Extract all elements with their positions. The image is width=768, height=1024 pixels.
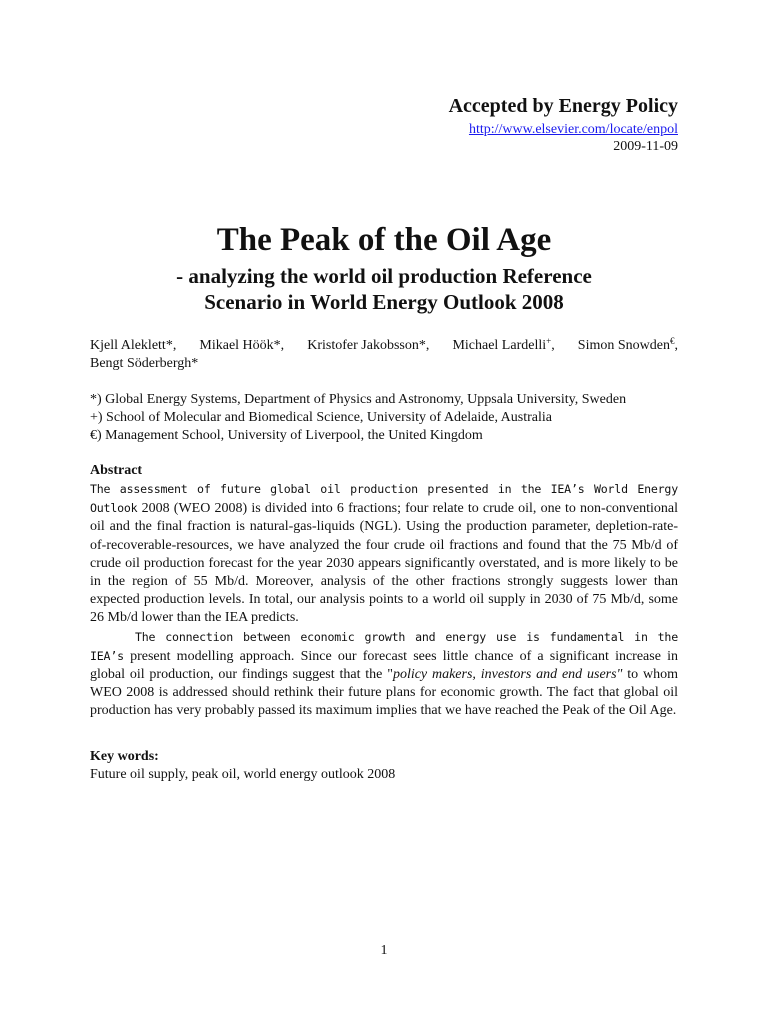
paper-title: The Peak of the Oil Age — [216, 222, 552, 258]
affiliation-liverpool: €) Management School, University of Liverpool, the United Kingdom — [90, 428, 483, 443]
subtitle-line-1: - analyzing the world oil production Reference — [176, 264, 592, 288]
paper-subtitle — [90, 263, 678, 315]
page-number: 1 — [380, 943, 388, 958]
acceptance-date: 2009-11-09 — [613, 139, 678, 154]
paper-page — [90, 0, 678, 1024]
abstract-paragraph-1: The assessment of future global oil production presented in the IEA’s World Energy Outlook 2008 (WEO 2008) is divided into 6 fractions; four relate to crude oil, one to non-conventional oil and the final fraction is natural-gas-liquids (NGL). Using the production parameter, depletion-rate-of-recoverable-resources, we have analyzed the four crude oil fractions and found that the 75 Mb/d of crude oil production forecast for the year 2030 appears significantly overstated, and is more likely to be in the region of 55 Mb/d. Moreover, analysis of the other fractions strongly suggests lower than expected production levels. In total, our analysis points to a world oil supply in 2030 of 75 Mb/d, some 26 Mb/d lower than the IEA predicts. — [90, 482, 678, 626]
subtitle-line-2: Scenario in World Energy Outlook 2008 — [204, 290, 564, 314]
author-3: Kristofer Jakobsson*, — [307, 338, 430, 353]
author-5: Simon Snowden€, — [577, 336, 678, 353]
affiliation-mark: € — [669, 336, 675, 346]
affiliation-uppsala: *) Global Energy Systems, Department of Physics and Astronomy, Uppsala University, Sweden — [90, 392, 627, 407]
author-4: Michael Lardelli+, — [452, 336, 555, 353]
affiliation-list — [90, 391, 678, 445]
affiliation-adelaide: +) School of Molecular and Biomedical Science, University of Adelaide, Australia — [90, 410, 552, 425]
abstract-paragraph-2: The connection between economic growth and energy use is fundamental in the IEA’s present modelling approach. Since our forecast sees little chance of a significant increase in global oil production, our findings suggest that the "policy makers, investors and end users" to whom WEO 2008 is addressed should rethink their future plans for economic growth. The fact that global oil production has very probably passed its maximum implies that we have reached the Peak of the Oil Age. — [90, 629, 678, 719]
author-1: Kjell Aleklett*, — [90, 338, 177, 353]
journal-url-link[interactable]: http://www.elsevier.com/locate/enpol — [468, 122, 678, 137]
author-2: Mikael Höök*, — [199, 338, 285, 353]
abstract-body — [90, 480, 678, 721]
journal-name: Accepted by Energy Policy — [448, 95, 678, 117]
author-row-1 — [90, 337, 678, 355]
author-6: Bengt Söderbergh* — [90, 356, 199, 371]
keywords-text: Future oil supply, peak oil, world energy outlook 2008 — [90, 767, 396, 782]
keywords-heading: Key words: — [90, 749, 159, 764]
journal-header — [449, 94, 678, 155]
affiliation-mark: + — [546, 336, 552, 346]
abstract-heading: Abstract — [90, 463, 143, 478]
author-list — [90, 337, 678, 373]
